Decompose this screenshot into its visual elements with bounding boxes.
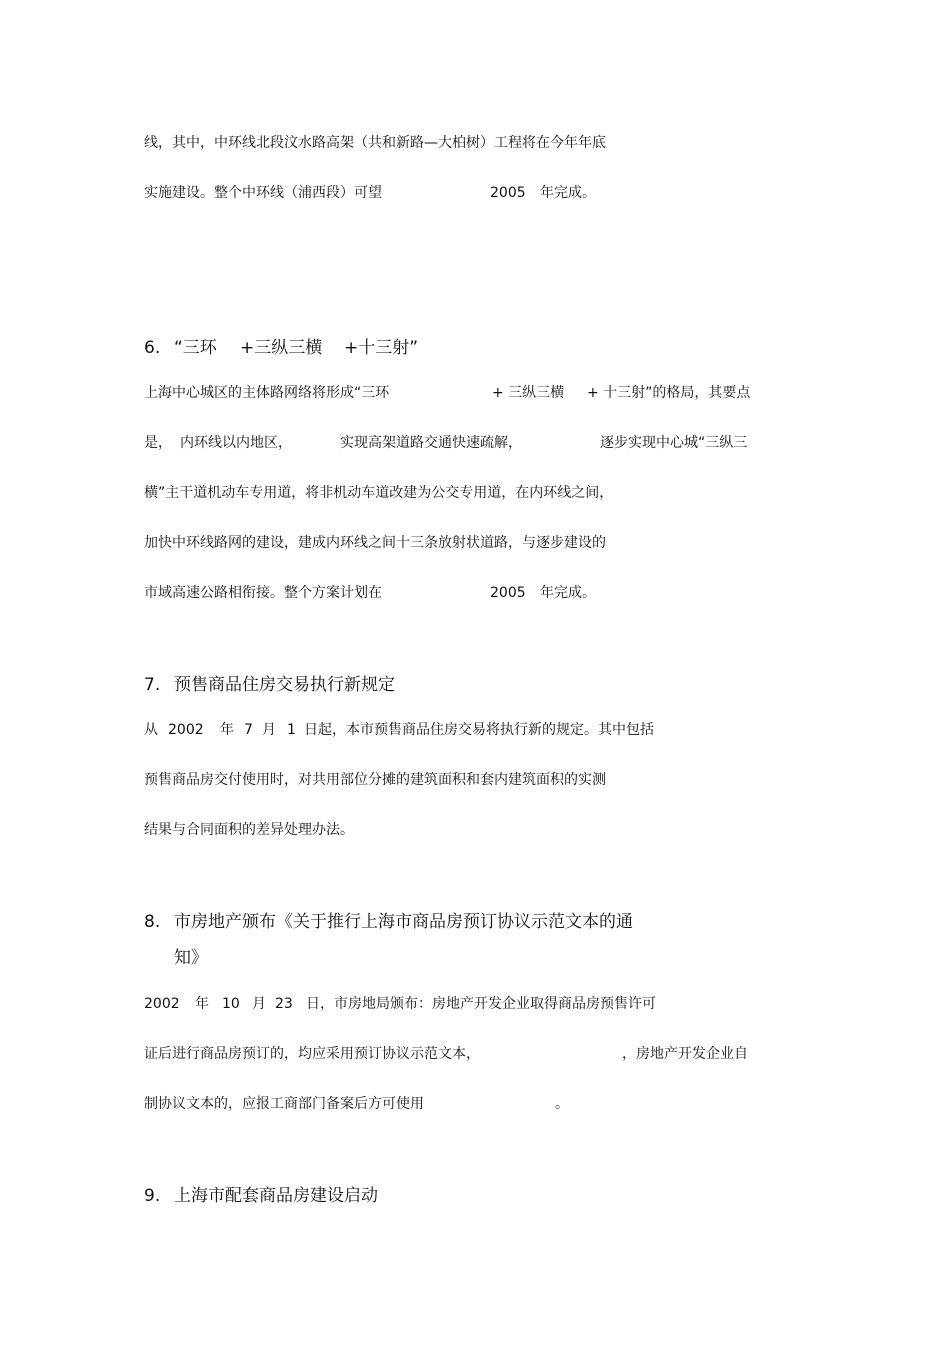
intro-line-1: 线，其中，中环线北段汶水路高架（共和新路—大柏树）工程将在今年年底 — [144, 135, 606, 151]
section-8-line-1-b: 年 — [195, 996, 209, 1012]
section-9-number: 9. — [144, 1186, 161, 1206]
section-8-heading-text-2: 知》 — [174, 948, 208, 968]
section-8-line-1-day: 23 — [275, 996, 293, 1012]
intro-line-2-suffix: 年完成。 — [540, 185, 596, 201]
section-6-line-2-b: 内环线以内地区， — [180, 435, 292, 451]
section-6-heading-part-1: “三环 — [174, 338, 217, 358]
section-7-number: 7. — [144, 675, 161, 695]
section-7-heading-text: 预售商品住房交易执行新规定 — [174, 675, 395, 695]
section-8-line-3-a: 制协议文本的，应报工商部门备案后方可使用 — [144, 1096, 424, 1112]
section-7-line-1-a: 从 — [144, 722, 158, 738]
section-8-line-1-year: 2002 — [144, 996, 180, 1012]
section-6-line-5-year: 2005 — [490, 585, 526, 601]
section-8-line-2-b: ，房地产开发企业自 — [622, 1046, 748, 1062]
section-8-heading-text-1: 市房地产颁布《关于推行上海市商品房预订协议示范文本的通 — [174, 912, 633, 932]
section-6-line-5-text: 市域高速公路相衔接。整个方案计划在 — [144, 585, 382, 601]
section-7-line-3: 结果与合同面积的差异处理办法。 — [144, 822, 354, 838]
section-8-line-2-a: 证后进行商品房预订的，均应采用预订协议示范文本， — [144, 1046, 480, 1062]
section-8-line-1-month: 10 — [222, 996, 240, 1012]
section-6-line-1-c: + 十三射”的格局，其要点 — [587, 385, 751, 401]
section-8-line-1-d: 月 — [252, 996, 266, 1012]
section-8-number: 8. — [144, 912, 161, 932]
section-9-heading-text: 上海市配套商品房建设启动 — [174, 1186, 378, 1206]
section-6-line-5-suffix: 年完成。 — [540, 585, 596, 601]
section-7-line-1-c: 年 — [220, 722, 234, 738]
section-7-line-1-year: 2002 — [168, 722, 204, 738]
intro-line-2-year: 2005 — [490, 185, 526, 201]
section-8-line-1-f: 日，市房地局颁布：房地产开发企业取得商品房预售许可 — [306, 996, 656, 1012]
section-6-heading-part-2: +三纵三横 — [240, 338, 323, 358]
section-6-line-4: 加快中环线路网的建设，建成内环线之间十三条放射状道路，与逐步建设的 — [144, 535, 606, 551]
intro-line-2-text: 实施建设。整个中环线（浦西段）可望 — [144, 185, 382, 201]
section-7-line-2: 预售商品房交付使用时，对共用部位分摊的建筑面积和套内建筑面积的实测 — [144, 772, 606, 788]
section-6-line-3: 横”主干道机动车专用道，将非机动车道改建为公交专用道，在内环线之间， — [144, 485, 614, 501]
section-6-heading-part-3: +十三射” — [344, 338, 419, 358]
section-7-line-1-day: 1 — [287, 722, 296, 738]
section-7-line-1-month: 7 — [244, 722, 253, 738]
section-7-line-1-g: 日起，本市预售商品住房交易将执行新的规定。其中包括 — [304, 722, 654, 738]
section-8-line-3-b: 。 — [555, 1096, 569, 1112]
section-7-line-1-e: 月 — [262, 722, 276, 738]
section-6-line-1-b: + 三纵三横 — [492, 385, 565, 401]
section-6-line-2-a: 是， — [144, 435, 172, 451]
section-6-line-1-a: 上海中心城区的主体路网络将形成“三环 — [144, 385, 390, 401]
section-6-line-2-d: 逐步实现中心城“三纵三 — [600, 435, 748, 451]
section-6-number: 6. — [144, 338, 161, 358]
section-6-line-2-c: 实现高架道路交通快速疏解， — [340, 435, 522, 451]
